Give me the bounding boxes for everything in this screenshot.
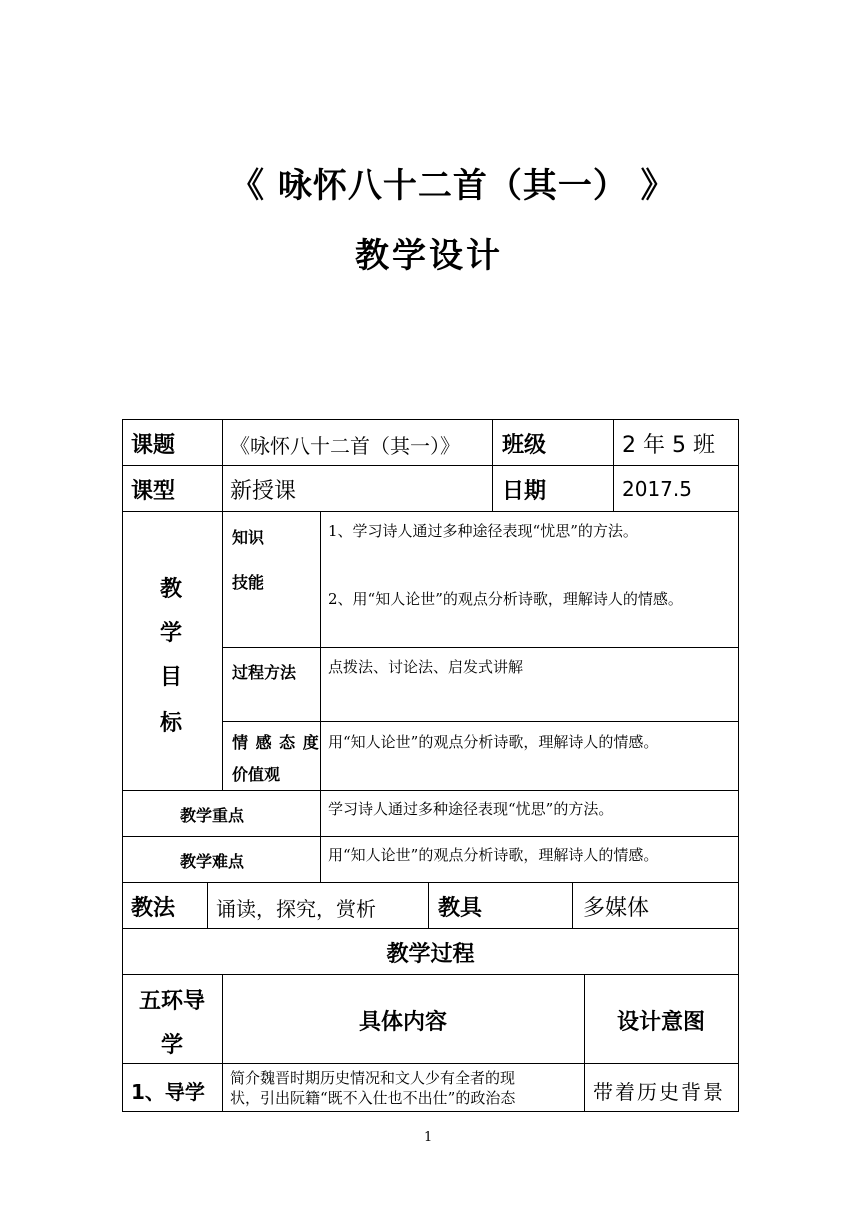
process-col1-header-line2: 学 (160, 1033, 183, 1058)
topic-label: 课题 (131, 433, 176, 458)
tool-label: 教具 (438, 896, 483, 921)
process-row1-step: 1、导学 (131, 1080, 205, 1104)
knowledge-item-2: 2、用“知人论世”的观点分析诗歌，理解诗人的情感。 (328, 590, 683, 608)
process-row1-content-line2: 状，引出阮籍“既不入仕也不出仕”的政治态 (230, 1089, 516, 1107)
process-row1-intent: 带着历史背景 (593, 1080, 725, 1104)
document-title: 《 咏怀八十二首（其一） 》 (230, 166, 676, 206)
knowledge-label-line1: 知识 (232, 528, 265, 547)
process-method-value: 点拨法、讨论法、启发式讲解 (328, 658, 524, 676)
difficulty-label: 教学难点 (180, 852, 245, 871)
process-col2-header: 具体内容 (358, 1010, 447, 1035)
date-label: 日期 (502, 479, 547, 504)
goals-label-char-4: 标 (160, 711, 183, 736)
goals-label-char-1: 教 (160, 577, 183, 602)
tool-value: 多媒体 (583, 896, 650, 921)
process-method-label: 过程方法 (232, 663, 297, 682)
key-point-value: 学习诗人通过多种途径表现“忧思”的方法。 (328, 800, 614, 818)
class-value: 2 年 5 班 (622, 433, 715, 458)
goals-label-char-3: 目 (160, 665, 183, 690)
knowledge-label-line2: 技能 (232, 573, 265, 592)
emotion-value: 用“知人论世”的观点分析诗歌，理解诗人的情感。 (328, 733, 659, 751)
date-value: 2017.5 (622, 477, 692, 501)
difficulty-value: 用“知人论世”的观点分析诗歌，理解诗人的情感。 (328, 846, 659, 864)
method-label: 教法 (131, 896, 176, 921)
process-col1-header-line1: 五环导 (138, 989, 205, 1014)
emotion-label-line1: 情 感 态 度 (232, 733, 320, 752)
process-col3-header: 设计意图 (616, 1010, 705, 1035)
emotion-label-line2: 价值观 (232, 765, 281, 784)
type-value: 新授课 (230, 479, 297, 504)
type-label: 课型 (131, 479, 176, 504)
class-label: 班级 (502, 433, 547, 458)
method-value: 诵读，探究，赏析 (216, 897, 376, 921)
process-title: 教学过程 (386, 942, 475, 967)
key-point-label: 教学重点 (180, 806, 245, 825)
page-number: 1 (424, 1130, 433, 1145)
process-row1-content-line1: 简介魏晋时期历史情况和文人少有全者的现 (230, 1069, 516, 1087)
knowledge-item-1: 1、学习诗人通过多种途径表现“忧思”的方法。 (328, 522, 638, 540)
document-subtitle: 教学设计 (355, 236, 503, 276)
topic-value: 《咏怀八十二首（其一）》 (230, 434, 460, 458)
goals-label-char-2: 学 (160, 621, 183, 646)
